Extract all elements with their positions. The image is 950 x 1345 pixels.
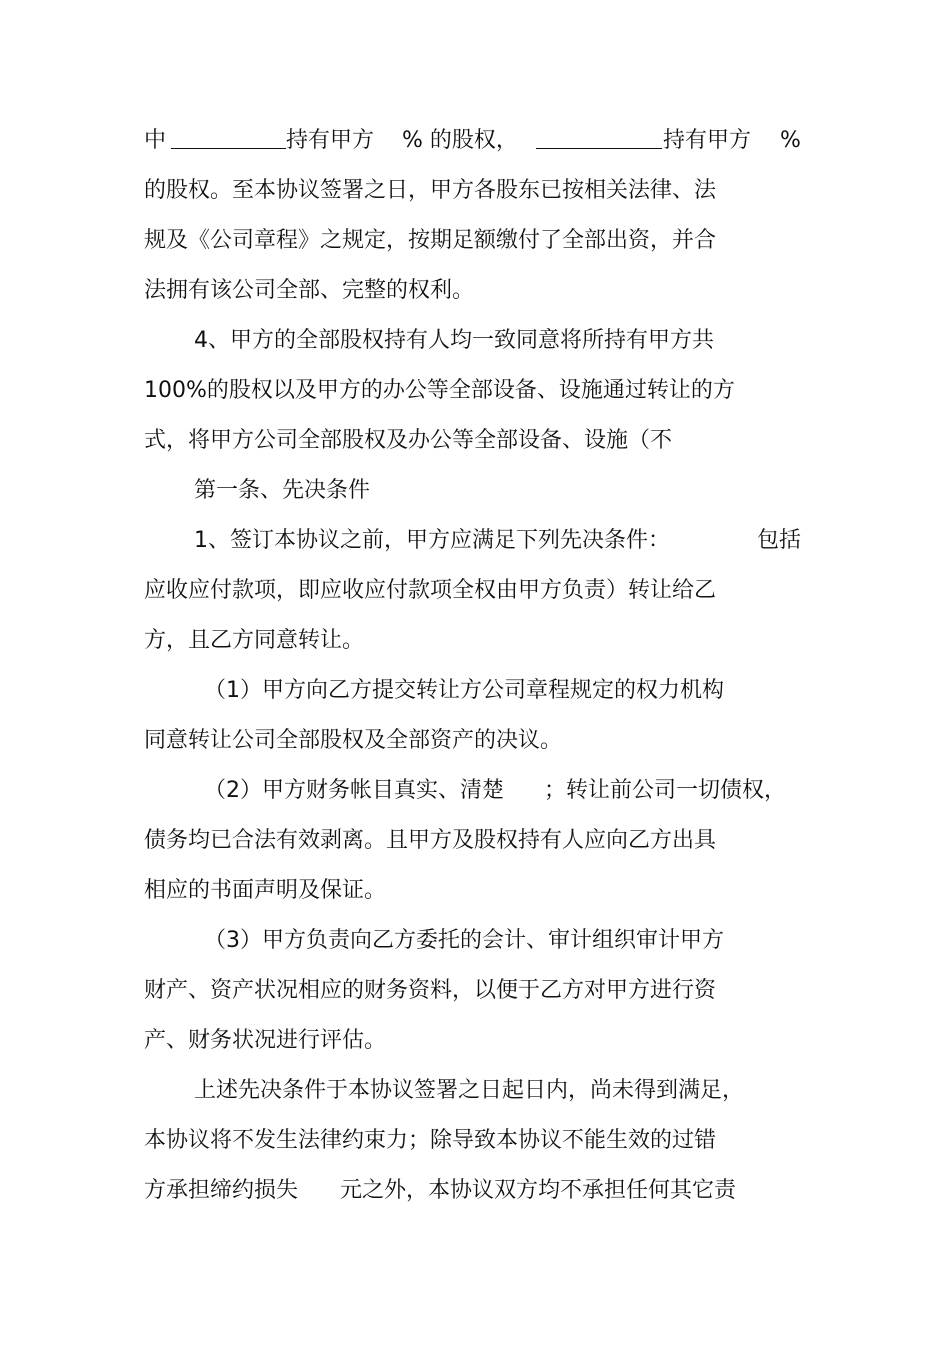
text-segment: 持有甲方 — [286, 128, 375, 153]
text-line-15: 债务均已合法有效剥离。且甲方及股权持有人应向乙方出具 — [144, 828, 717, 853]
text-line-4: 法拥有该公司全部、完整的权利。 — [144, 278, 475, 303]
text-line-2: 的股权。至本协议签署之日，甲方各股东已按相关法律、法 — [144, 178, 717, 203]
fill-in-blank — [171, 126, 286, 149]
text-line-7: 式，将甲方公司全部股权及办公等全部设备、设施（不 — [144, 428, 673, 453]
text-segment: 持有甲方 — [663, 128, 752, 153]
text-line-11: 方，且乙方同意转让。 — [144, 628, 365, 653]
text-line-12: （1）甲方向乙方提交转让方公司章程规定的权力机构 — [204, 678, 724, 703]
text-line-19: 产、财务状况进行评估。 — [144, 1028, 387, 1053]
text-segment: （2）甲方财务帐目真实、清楚 — [204, 778, 504, 803]
text-segment: 1、签订本协议之前，甲方应满足下列先决条件： — [194, 528, 670, 553]
text-line-5: 4、甲方的全部股权持有人均一致同意将所持有甲方共 — [194, 328, 714, 353]
text-segment: 中 — [144, 128, 167, 153]
text-line-20: 上述先决条件于本协议签署之日起日内，尚未得到满足， — [194, 1078, 745, 1103]
text-segment: 方承担缔约损失 — [144, 1178, 299, 1203]
text-line-13: 同意转让公司全部股权及全部资产的决议。 — [144, 728, 563, 753]
text-line-22 — [144, 1176, 764, 1206]
text-segment: ；转让前公司一切债权， — [544, 778, 787, 803]
fill-in-blank — [536, 126, 662, 149]
text-line-9 — [194, 526, 814, 556]
text-line-17: （3）甲方负责向乙方委托的会计、审计组织审计甲方 — [204, 928, 724, 953]
text-segment: % — [780, 128, 801, 153]
section-heading: 第一条、先决条件 — [194, 478, 371, 503]
text-line-16: 相应的书面声明及保证。 — [144, 878, 387, 903]
text-line-21: 本协议将不发生法律约束力；除导致本协议不能生效的过错 — [144, 1128, 717, 1153]
text-line-6: 100%的股权以及甲方的办公等全部设备、设施通过转让的方 — [144, 378, 735, 403]
text-segment: 元之外，本协议双方均不承担任何其它责 — [340, 1178, 737, 1203]
text-line-1 — [144, 126, 804, 156]
text-line-10: 应收应付款项，即应收应付款项全权由甲方负责）转让给乙 — [144, 578, 717, 603]
text-line-18: 财产、资产状况相应的财务资料，以便于乙方对甲方进行资 — [144, 978, 717, 1003]
text-line-14 — [204, 776, 787, 806]
text-line-3: 规及《公司章程》之规定，按期足额缴付了全部出资，并合 — [144, 228, 717, 253]
text-segment: % 的股权， — [402, 128, 518, 153]
text-segment: 包括 — [757, 528, 802, 553]
